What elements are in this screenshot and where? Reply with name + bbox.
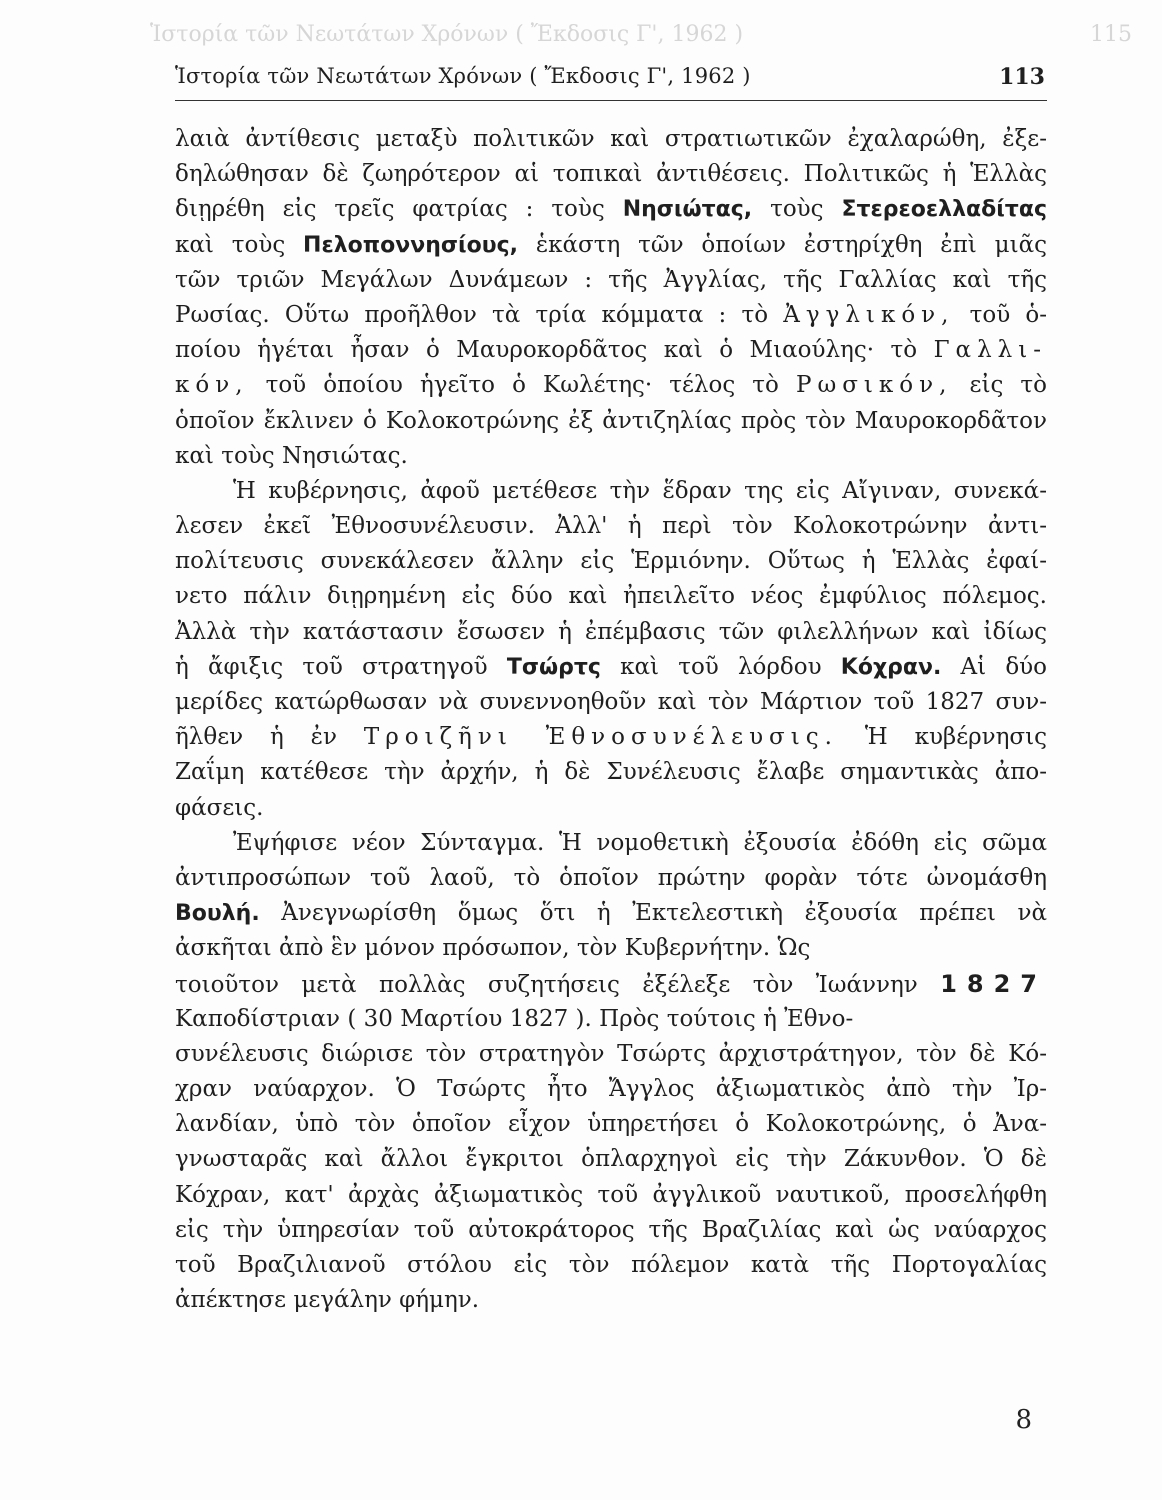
text-span: καὶ τοῦ λόρδου (620, 653, 822, 680)
text-line: ἀπέκτησε μεγάλην φήμην. (175, 1287, 480, 1314)
text-line: Κόχραν, κατ' ἀρχὰς ἀξιωματικὸς τοῦ ἀγγλικοῦ ναυτικοῦ, προσελήφθη (175, 1181, 1047, 1208)
text-line (175, 650, 1047, 685)
text-span: τοιοῦτον μετὰ πολλὰς συζητήσεις ἐξέλεξε τὸν Ἰωάννην (175, 971, 918, 998)
text-line: τῶν τριῶν Μεγάλων Δυνάμεων : τῆς Ἀγγλίας, τῆς Γαλλίας καὶ τῆς (175, 266, 1047, 293)
text-span: Ἡ κυβέρνησις (864, 724, 1047, 751)
bleed-through-page-number: 115 (1090, 22, 1132, 47)
text-span: διῃρέθη εἰς τρεῖς φατρίας : τοὺς (175, 196, 605, 223)
running-head (175, 60, 1047, 101)
text-line (175, 720, 1047, 755)
text-line: γνωσταρᾶς καὶ ἄλλοι ἔγκριτοι ὁπλαρχηγοὶ εἰς τὴν Ζάκυνθον. Ὁ δὲ (175, 1146, 1047, 1173)
text-line: ἀντιπροσώπων τοῦ λαοῦ, τὸ ὁποῖον πρώτην φορὰν τότε ὠνομάσθη (175, 864, 1047, 891)
text-line: νετο πάλιν διῃρημένη εἰς δύο καὶ ἠπειλεῖτο νέος ἐμφύλιος πόλεμος. (175, 583, 1047, 610)
bold-term-stereoelladitas: Στερεοελλαδίτας (841, 197, 1047, 223)
spaced-term-gallikon: Γαλλι- (933, 337, 1047, 364)
text-span: ἑκάστη τῶν ὁποίων ἐστηρίχθη ἐπὶ μιᾶς (535, 231, 1047, 258)
text-span: Αἱ δύο (960, 653, 1047, 680)
page-number: 113 (999, 64, 1045, 90)
running-head-title: Ἱστορία τῶν Νεωτάτων Χρόνων ( Ἔκδοσις Γ', 1962 ) (175, 64, 751, 88)
text-line: λανδίαν, ὑπὸ τὸν ὁποῖον εἶχον ὑπηρετήσει ὁ Κολοκοτρώνης, ὁ Ἀνα- (175, 1111, 1047, 1138)
text-line: πολίτευσις συνεκάλεσεν ἄλλην εἰς Ἑρμιόνην. Οὕτως ἡ Ἑλλὰς ἐφαί- (175, 548, 1047, 575)
text-line: καὶ τοὺς Νησιώτας. (175, 442, 408, 469)
text-span: ποίου ἡγέται ἦσαν ὁ Μαυροκορδᾶτος καὶ ὁ Μιαούλης· τὸ (175, 337, 918, 364)
bold-term-vouli: Βουλή. (175, 901, 260, 927)
spaced-term-agglikon: Ἀγγλικόν, (783, 301, 955, 328)
text-line: Ἀλλὰ τὴν κατάστασιν ἔσωσεν ἡ ἐπέμβασις τῶν φιλελλήνων καὶ ἰδίως (175, 618, 1047, 645)
text-span: ῆλθεν ἡ ἐν (175, 724, 337, 751)
bold-term-nisiotas: Νησιώτας, (622, 197, 753, 223)
bold-term-kochran: Κόχραν. (840, 654, 942, 680)
bold-term-peloponnisious: Πελοποννησίους, (303, 232, 518, 258)
text-span: ἡ ἄφιξις τοῦ στρατηγοῦ (175, 653, 488, 680)
text-span: Ἀνεγνωρίσθη ὅμως ὅτι ἡ Ἐκτελεστικὴ ἐξουσία πρέπει νὰ (281, 900, 1047, 927)
text-span: τοῦ ὁ- (969, 301, 1047, 328)
text-line: Καποδίστριαν ( 30 Μαρτίου 1827 ). Πρὸς τούτοις ἡ Ἐθνο- (175, 1005, 854, 1032)
text-line (175, 298, 1047, 333)
text-line: λαιὰ ἀντίθεσις μεταξὺ πολιτικῶν καὶ στρατιωτικῶν ἐχαλαρώθη, ἐξε- (175, 126, 1047, 152)
text-line (175, 333, 1047, 368)
text-line: μερίδες κατώρθωσαν νὰ συνεννοηθοῦν καὶ τὸν Μάρτιον τοῦ 1827 συν- (175, 689, 1047, 715)
text-line: ὁποῖον ἔκλινεν ὁ Κολοκοτρώνης ἐξ ἀντιζηλίας πρὸς τὸν Μαυροκορδᾶτον (175, 407, 1047, 434)
text-span: εἰς τὸ (969, 372, 1047, 399)
text-line (175, 192, 1047, 227)
text-line (175, 967, 1047, 1002)
signature-mark: 8 (1015, 1405, 1032, 1435)
text-span: καὶ τοὺς (175, 231, 286, 258)
text-line: τοῦ Βραζιλιανοῦ στόλου εἰς τὸν πόλεμον κατὰ τῆς Πορτογαλίας (175, 1252, 1047, 1278)
text-line: Ἡ κυβέρνησις, ἀφοῦ μετέθεσε τὴν ἕδραν της εἰς Αἴγιναν, συνεκά- (233, 477, 1047, 504)
text-line: συνέλευσις διώρισε τὸν στρατηγὸν Τσώρτς ἀρχιστράτηγον, τὸν δὲ Κό- (175, 1040, 1047, 1067)
text-line: δηλώθησαν δὲ ζωηρότερον αἱ τοπικαὶ ἀντιθέσεις. Πολιτικῶς ἡ Ἑλλὰς (175, 161, 1047, 188)
spaced-term-rosikon: Ρωσικόν, (795, 372, 953, 399)
spaced-term-gallikon-end: κόν, (175, 372, 249, 399)
text-span: Ρωσίας. Οὕτω προῆλθον τὰ τρία κόμματα : τὸ (175, 301, 769, 328)
text-line: ἀσκῆται ἀπὸ ἓν μόνον πρόσωπον, τὸν Κυβερνήτην. Ὡς (175, 935, 811, 962)
text-line: Ζαΐμη κατέθεσε τὴν ἀρχήν, ἡ δὲ Συνέλευσις ἔλαβε σημαντικὰς ἀπο- (175, 759, 1047, 786)
text-line: Ἐψήφισε νέον Σύνταγμα. Ἡ νομοθετικὴ ἐξουσία ἐδόθη εἰς σῶμα (233, 829, 1047, 856)
spaced-term-troizini: Τροιζῆνι Ἐθνοσυνέλευσις. (363, 724, 838, 751)
margin-year: 1827 (940, 969, 1047, 998)
text-span: τοῦ ὁποίου ἡγεῖτο ὁ Κωλέτης· τέλος τὸ (265, 372, 779, 399)
body-text (175, 122, 1047, 1318)
text-line (175, 896, 1047, 931)
text-line: εἰς τὴν ὑπηρεσίαν τοῦ αὐτοκράτορος τῆς Βραζιλίας καὶ ὡς ναύαρχος (175, 1216, 1047, 1243)
text-line (175, 228, 1047, 263)
text-line: φάσεις. (175, 794, 264, 821)
bold-term-tsorts: Τσώρτς (506, 654, 601, 680)
text-line: χραν ναύαρχον. Ὁ Τσώρτς ἦτο Ἄγγλος ἀξιωματικὸς ἀπὸ τὴν Ἰρ- (175, 1076, 1047, 1103)
text-line (175, 368, 1047, 403)
text-span: τοὺς (770, 196, 824, 223)
text-line: λεσεν ἐκεῖ Ἐθνοσυνέλευσιν. Ἀλλ' ἡ περὶ τὸν Κολοκοτρώνην ἀντι- (175, 513, 1047, 540)
bleed-through-header: Ἱστορία τῶν Νεωτάτων Χρόνων ( Ἔκδοσις Γ', 1962 ) (150, 22, 744, 47)
